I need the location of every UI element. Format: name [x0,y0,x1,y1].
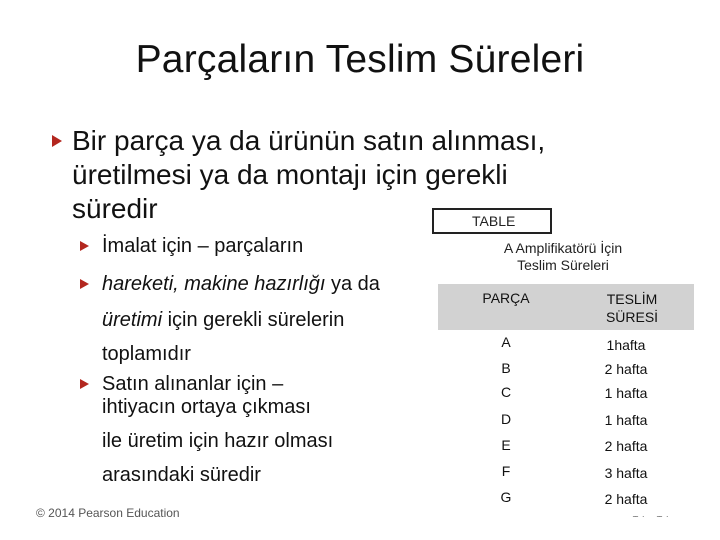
table-header [438,284,694,330]
sub-bullet-2-line-1: Satın alınanlar için – [102,373,284,395]
table-caption [432,240,694,274]
sub-bullet-1-line-4: toplamıdır [102,343,191,365]
table-row-d-part: D [500,411,512,427]
table-row-a-part: A [501,334,511,350]
main-bullet-line-1: Bir parça ya da ürünün satın alınması, [72,125,546,156]
sub-bullet-1-line-1: İmalat için – parçaların [102,235,304,257]
header-lead-time-line-1: TESLİM [606,291,658,307]
main-bullet-text [72,124,652,226]
table-caption-line-1: A Amplifikatörü İçin [503,240,623,256]
copyright-footer: © 2014 Pearson Education [36,506,180,520]
table-row-e-part: E [501,437,511,453]
header-lead-time-line-2: SÜRESİ [605,309,659,325]
sub-bullet-1-line-2 [102,270,380,298]
table-row-g-time: 2 hafta [604,491,648,507]
header-part: PARÇA [482,290,530,306]
table-row-f-time: 3 hafta [604,465,648,481]
table-row-d-time: 1 hafta [604,412,648,428]
table-label: TABLE [432,208,552,234]
table-row-b-part: B [501,360,511,376]
table-row-b-time: 2 hafta [604,361,648,377]
table-row-f-part: F [501,463,511,479]
table-caption-line-2: Teslim Süreleri [517,257,609,273]
slide-title: Parçaların Teslim Süreleri [135,38,585,81]
main-bullet-arrow-icon [52,135,62,147]
sub-bullet-2-line-2: ihtiyacın ortaya çıkması [102,396,311,418]
sub-bullet-2-line-3: ile üretim için hazır olması [102,430,334,452]
table-row-c-time: 1 hafta [604,385,648,401]
table-row-c-part: C [500,384,512,400]
sub-bullet-1-line-2-italic: hareketi, makine hazırlığı [102,273,326,295]
sub-bullet-1-line-3-rest: için gerekli sürelerin [162,309,345,331]
sub-bullet-1-line-3-italic: üretimi [102,309,163,331]
sub-bullet-1-line-3 [102,306,344,334]
sub-bullet-2-arrow-icon [80,379,89,389]
main-bullet-line-3: süredir [72,193,158,224]
table-row-a-time: 1hafta [606,337,646,353]
sub-bullet-1b-arrow-icon [80,279,89,289]
header-lead-time [584,290,680,326]
sub-bullet-2-line-4: arasındaki süredir [102,464,261,486]
sub-bullet-1-arrow-icon [80,241,89,251]
main-bullet-line-2: üretilmesi ya da montajı için gerekli [72,159,508,190]
sub-bullet-1-line-2-rest: ya da [325,273,380,295]
lead-time-table [432,234,694,516]
table-row-e-time: 2 hafta [604,438,648,454]
table-row-g-part: G [500,489,512,505]
